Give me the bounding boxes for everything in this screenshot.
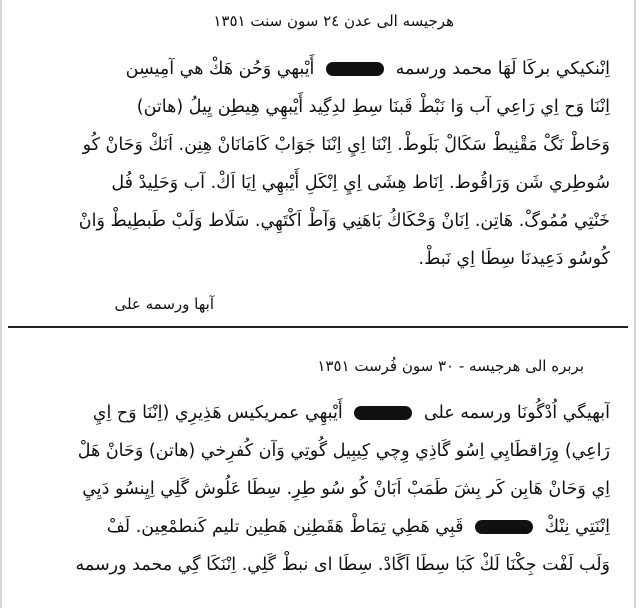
letter2-header: بربره الى هرجيسه - ٣٠ سون فُرست ١٣٥١ [317,357,584,375]
redaction-mark [326,62,384,76]
letter1-signature: آبها ورسمه على [114,295,214,313]
letter2-line-1-before: آبهيگي اُدْگُونَا ورسمه على [423,403,610,423]
letter1-line-5: خَنْتِي مُمُوگْ. هَاتِن. اِنَانْ وَحْكَاكُ بَاهَنِي وَآطْ اَكْتَهِي. سَلَاط وَلَبْ طَبطِيطْ وَانْ [78,211,610,231]
letter2-line-1-after: أَيْبهِي عمريكيس هَذِيرِي (اِنْنَا وَح اِيِ [92,403,343,423]
letter1-line-1-after: أَيْبهي وَحُن هَكْ هي آمِيسِن [125,59,315,79]
letter1-line-1-before: اِنْنكيكي بركَا لَهَا محمد ورسمه [395,59,610,79]
letter2-line-4-before: اِنْنَتِي نِنْكْ [544,517,610,537]
section-divider [8,326,628,328]
redaction-mark [475,520,533,534]
page-edge-left [0,0,2,608]
letter1-line-3: وَحَاطْ نَگْ مَقْنِيطْ سَكَالْ بَلَوطْ. اِنْنَا اِيِ اِنْنَا جَوَابْ كَامَانَانْ هِنِن. اَنَكْ وَحَانْ كُو [82,135,610,155]
letter2-line-4-after: قَبِي هَطِي تِمَاطْ هَقَطِنِن هَطِين تليم كَنطمْعِين. لَفْ [106,517,464,537]
letter1-header: هرجيسه الى عدن ٢٤ سون سنت ١٣٥١ [213,12,454,30]
letter1-line-1 [26,54,610,84]
letter2-line-5: وَلَب لَفْت جِكْنَا لَكْ كَبَا سِطَا اَگَادْ. سِطَا اى نبطْ گَلِي. اِنْنَكَا گِي محمد ورسمه [75,555,610,575]
letter2-line-3: اِي وَحَانْ هَابِن كَر بِشَ طَمَبْ اَبَانْ كُو سُو طِرِ. سِطَا عَلُوش گَلِي اِيِنسُو دَيِيِ [82,479,610,499]
letter2-line-2: رَاعِي) وِرَاقطَايِي اِسُو گَاذِي وِچي كِيبِيل گُوتِي وَآن كُفرِخي (هاتن) وَحَانْ هَلْ [77,441,610,461]
letter1-line-4: سُوطِري شَن وَرَاقُوط. اِنَاط هِشَى اِيِ اِنْكَلِ أَيْبهِي اِيَا اَكْ. آب وَحَلِيدْ فُل [111,173,610,193]
letter1-line-2: اِنْنَا وَح اِي رَاعِي آب وَا نَبْطْ قَبنَا سِطِ لدِگِيد أَيْبهِي هِيطِن يِيلُ (هاتن) [136,97,610,117]
letter1-line-6: كُوسُو دَعِيدنَا سِطَا اِي نَبطْ. [418,249,610,269]
letter2-line-1 [26,398,610,428]
letter2-line-4 [26,512,610,542]
redaction-mark [354,406,412,420]
